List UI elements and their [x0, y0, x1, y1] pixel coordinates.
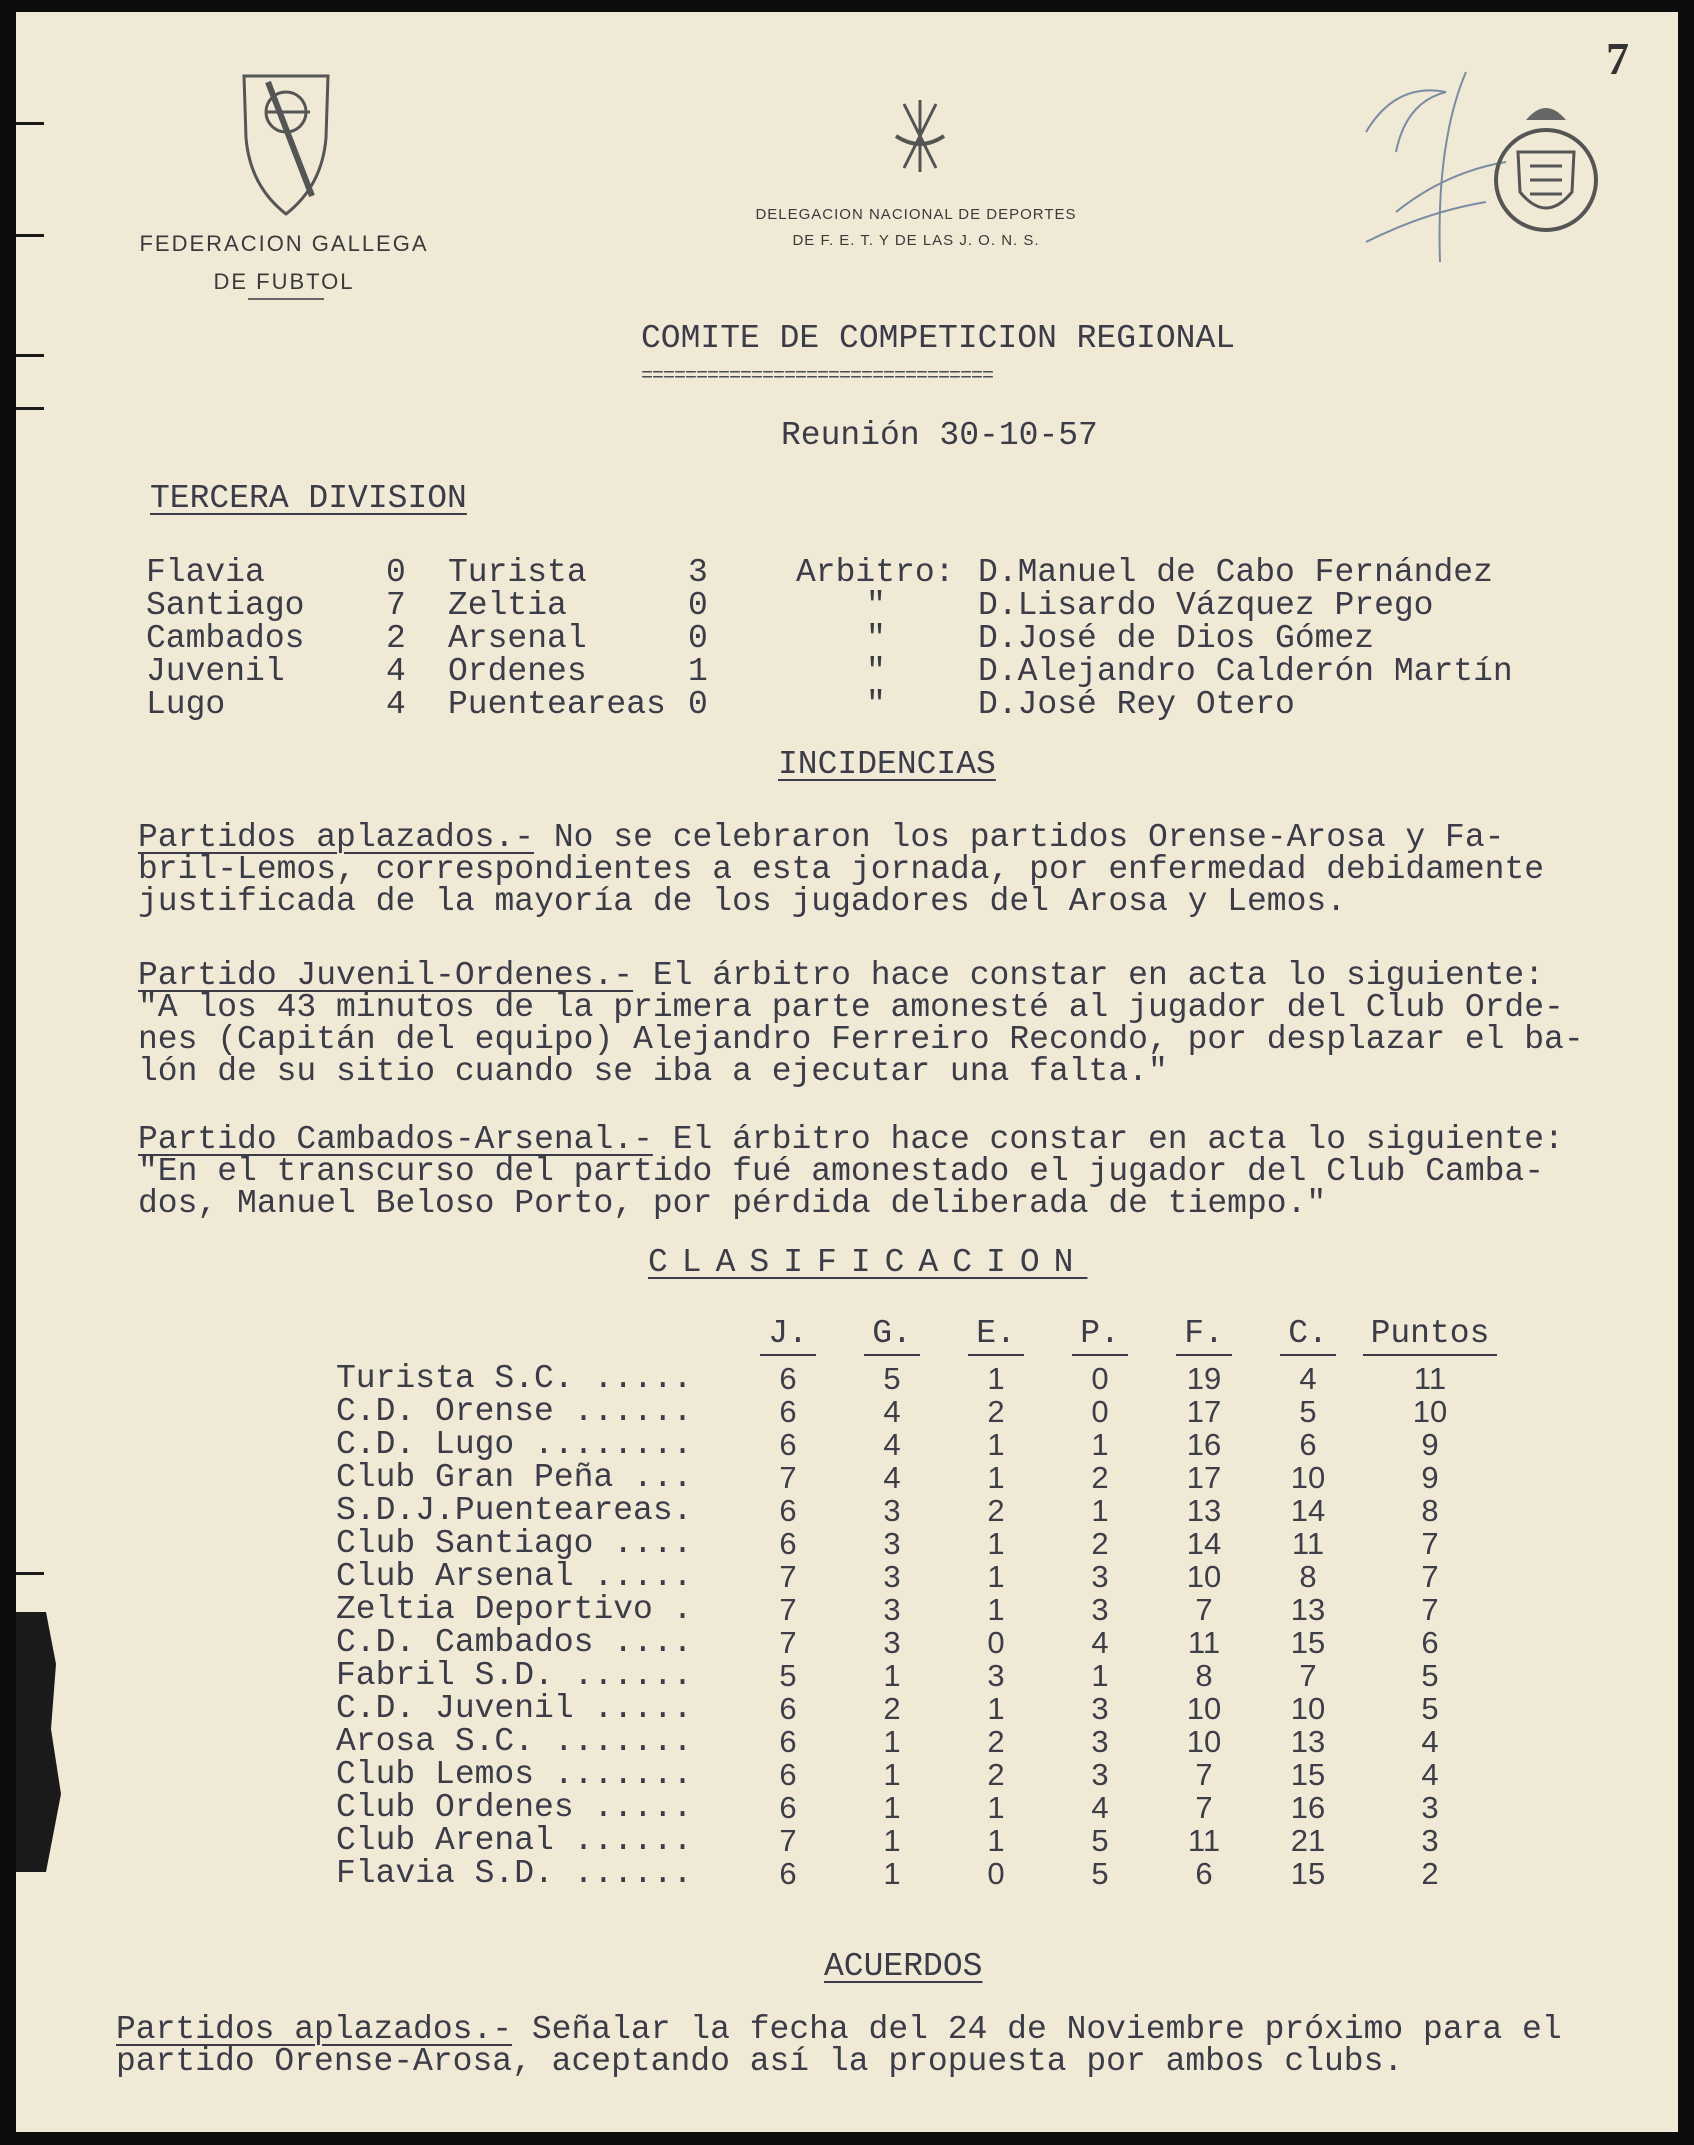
stat-pts: 6: [1421, 1625, 1439, 1660]
stat-f: 6: [1195, 1856, 1213, 1891]
stat-j: 6: [779, 1691, 797, 1726]
stat-f: 10: [1186, 1724, 1222, 1759]
standings-row: [336, 1692, 1500, 1725]
stat-c: 6: [1299, 1427, 1317, 1462]
stat-g: 1: [883, 1856, 901, 1891]
punch-mark: [16, 354, 44, 357]
committee-title: COMITE DE COMPETICION REGIONAL: [641, 320, 1236, 357]
standings-row: [336, 1791, 1500, 1824]
away-goals: 3: [688, 554, 708, 591]
stat-e: 0: [987, 1625, 1005, 1660]
stat-g: 3: [883, 1625, 901, 1660]
standings-header-row: [336, 1312, 1500, 1362]
stat-e: 1: [987, 1691, 1005, 1726]
stat-pts: 7: [1421, 1526, 1439, 1561]
stat-f: 17: [1186, 1394, 1222, 1429]
stat-e: 1: [987, 1592, 1005, 1627]
torn-edge: [16, 1612, 66, 1872]
team-name: Club Santiago ....: [336, 1525, 693, 1562]
incident-heading: Partido Cambados-Arsenal.-: [138, 1121, 653, 1158]
stat-pts: 7: [1421, 1559, 1439, 1594]
stat-g: 2: [883, 1691, 901, 1726]
stat-pts: 10: [1412, 1394, 1448, 1429]
team-name: C.D. Lugo ........: [336, 1426, 693, 1463]
stat-pts: 9: [1421, 1427, 1439, 1462]
stat-pts: 8: [1421, 1493, 1439, 1528]
referee-label: ": [866, 587, 886, 624]
federation-name: FEDERACION GALLEGA DE FUBTOL: [139, 231, 429, 294]
stat-f: 19: [1186, 1361, 1222, 1396]
stat-pts: 3: [1421, 1823, 1439, 1858]
stat-pts: 9: [1421, 1460, 1439, 1495]
stat-c: 15: [1290, 1625, 1326, 1660]
standings-row: [336, 1461, 1500, 1494]
incident-paragraph: [138, 1121, 1658, 1222]
stat-e: 0: [987, 1856, 1005, 1891]
agreement-text: partido Orense-Arosa, aceptando así la propuesta por ambos clubs.: [116, 2043, 1404, 2080]
punch-mark: [16, 1572, 44, 1575]
stat-j: 6: [779, 1526, 797, 1561]
stat-f: 7: [1195, 1790, 1213, 1825]
stat-c: 5: [1299, 1394, 1317, 1429]
referee-name: D.José Rey Otero: [978, 686, 1295, 723]
punch-mark: [16, 122, 44, 125]
stat-e: 1: [987, 1559, 1005, 1594]
home-team: Juvenil: [146, 653, 285, 690]
team-name: C.D. Juvenil .....: [336, 1690, 693, 1727]
agreement-text: Señalar la fecha del 24 de Noviembre próximo para el: [512, 2011, 1562, 2048]
stat-j: 6: [779, 1427, 797, 1462]
stat-j: 7: [779, 1460, 797, 1495]
incident-text: lón de su sitio cuando se iba a ejecutar una falta.": [138, 1053, 1168, 1090]
stat-j: 6: [779, 1757, 797, 1792]
stat-j: 6: [779, 1724, 797, 1759]
stat-p: 0: [1091, 1394, 1109, 1429]
stat-c: 7: [1299, 1658, 1317, 1693]
column-header: C.: [1256, 1312, 1360, 1362]
stat-e: 2: [987, 1493, 1005, 1528]
team-column-header: [336, 1312, 736, 1362]
standings-table: [336, 1312, 1500, 1890]
stat-j: 6: [779, 1856, 797, 1891]
stat-p: 4: [1091, 1625, 1109, 1660]
stat-c: 13: [1290, 1724, 1326, 1759]
standings-row: [336, 1857, 1500, 1890]
home-goals: 0: [386, 554, 406, 591]
referee-name: D.Lisardo Vázquez Prego: [978, 587, 1434, 624]
stat-p: 3: [1091, 1724, 1109, 1759]
standings-row: [336, 1428, 1500, 1461]
stat-p: 5: [1091, 1823, 1109, 1858]
stat-e: 2: [987, 1724, 1005, 1759]
team-name: S.D.J.Puenteareas.: [336, 1492, 693, 1529]
punch-mark: [16, 234, 44, 237]
stat-j: 6: [779, 1790, 797, 1825]
stat-g: 4: [883, 1427, 901, 1462]
stat-g: 3: [883, 1493, 901, 1528]
stat-f: 13: [1186, 1493, 1222, 1528]
document-page: [16, 12, 1678, 2132]
punch-mark: [16, 407, 44, 410]
standings-row: [336, 1659, 1500, 1692]
stat-c: 4: [1299, 1361, 1317, 1396]
stat-f: 11: [1187, 1823, 1221, 1858]
result-row: [146, 622, 1513, 655]
stat-f: 14: [1186, 1526, 1222, 1561]
stat-f: 11: [1187, 1625, 1221, 1660]
away-goals: 0: [688, 686, 708, 723]
incident-text: El árbitro hace constar en acta lo siguiente:: [652, 1121, 1564, 1158]
standings-row: [336, 1824, 1500, 1857]
standings-row: [336, 1395, 1500, 1428]
stat-e: 1: [987, 1361, 1005, 1396]
stat-c: 8: [1299, 1559, 1317, 1594]
incident-paragraph: [138, 819, 1658, 920]
home-goals: 2: [386, 620, 406, 657]
stat-f: 10: [1186, 1691, 1222, 1726]
standings-row: [336, 1626, 1500, 1659]
stat-p: 1: [1091, 1493, 1109, 1528]
incident-paragraph: [138, 957, 1658, 1090]
stat-pts: 5: [1421, 1658, 1439, 1693]
stat-c: 21: [1290, 1823, 1326, 1858]
column-header: P.: [1048, 1312, 1152, 1362]
stat-pts: 3: [1421, 1790, 1439, 1825]
column-header: Puntos: [1360, 1312, 1500, 1362]
agreement-heading: Partidos aplazados.-: [116, 2011, 513, 2048]
stat-j: 7: [779, 1559, 797, 1594]
away-goals: 1: [688, 653, 708, 690]
yoke-arrows-emblem-icon: [890, 96, 950, 176]
home-team: Cambados: [146, 620, 305, 657]
away-team: Arsenal: [448, 620, 587, 657]
stat-p: 3: [1091, 1691, 1109, 1726]
federation-crest-icon: [238, 68, 334, 220]
stat-f: 7: [1195, 1757, 1213, 1792]
stat-p: 3: [1091, 1592, 1109, 1627]
team-name: Turista S.C. .....: [336, 1360, 693, 1397]
away-goals: 0: [688, 587, 708, 624]
stat-c: 13: [1290, 1592, 1326, 1627]
incidents-heading: INCIDENCIAS: [778, 746, 996, 783]
referee-label: ": [866, 686, 886, 723]
incident-text: bril-Lemos, correspondientes a esta jornada, por enfermedad debidamente: [138, 851, 1545, 888]
stat-p: 1: [1091, 1427, 1109, 1462]
stat-p: 2: [1091, 1526, 1109, 1561]
stat-g: 3: [883, 1526, 901, 1561]
federation-rule: [248, 298, 324, 300]
agreement-paragraph: [116, 2011, 1636, 2080]
team-name: Fabril S.D. ......: [336, 1657, 693, 1694]
away-goals: 0: [688, 620, 708, 657]
stat-g: 1: [883, 1823, 901, 1858]
spanish-federation-crest-icon: [1486, 92, 1606, 242]
stat-p: 5: [1091, 1856, 1109, 1891]
incident-text: nes (Capitán del equipo) Alejandro Ferreiro Recondo, por desplazar el ba-: [138, 1021, 1584, 1058]
stat-g: 1: [883, 1724, 901, 1759]
referee-label: Arbitro:: [796, 554, 955, 591]
stat-pts: 4: [1421, 1724, 1439, 1759]
stat-c: 14: [1290, 1493, 1326, 1528]
stat-g: 3: [883, 1559, 901, 1594]
referee-name: D.Alejandro Calderón Martín: [978, 653, 1513, 690]
team-name: C.D. Orense ......: [336, 1393, 693, 1430]
meeting-date: Reunión 30-10-57: [781, 417, 1098, 454]
stat-f: 7: [1195, 1592, 1213, 1627]
incident-text: "En el transcurso del partido fué amonestado el jugador del Club Camba-: [138, 1153, 1545, 1190]
home-team: Flavia: [146, 554, 265, 591]
stat-f: 17: [1186, 1460, 1222, 1495]
home-team: Lugo: [146, 686, 226, 723]
standings-row: [336, 1593, 1500, 1626]
stat-pts: 7: [1421, 1592, 1439, 1627]
team-name: C.D. Cambados ....: [336, 1624, 693, 1661]
standings-row: [336, 1758, 1500, 1791]
stat-p: 1: [1091, 1658, 1109, 1693]
stat-j: 5: [779, 1658, 797, 1693]
standings-row: [336, 1560, 1500, 1593]
home-goals: 7: [386, 587, 406, 624]
stat-g: 5: [883, 1361, 901, 1396]
stat-g: 1: [883, 1658, 901, 1693]
agreements-heading: ACUERDOS: [824, 1948, 983, 1985]
result-row: [146, 655, 1513, 688]
team-name: Club Gran Peña ...: [336, 1459, 693, 1496]
stat-j: 6: [779, 1361, 797, 1396]
results-table: [146, 556, 1513, 721]
stat-c: 15: [1290, 1856, 1326, 1891]
stat-f: 16: [1186, 1427, 1222, 1462]
stat-g: 4: [883, 1460, 901, 1495]
team-name: Arosa S.C. .......: [336, 1723, 693, 1760]
stat-g: 4: [883, 1394, 901, 1429]
away-team: Turista: [448, 554, 587, 591]
stat-g: 1: [883, 1790, 901, 1825]
stat-e: 1: [987, 1823, 1005, 1858]
team-name: Club Ordenes .....: [336, 1789, 693, 1826]
incident-text: dos, Manuel Beloso Porto, por pérdida deliberada de tiempo.": [138, 1185, 1327, 1222]
division-heading: TERCERA DIVISION: [150, 480, 467, 517]
stat-j: 7: [779, 1592, 797, 1627]
stat-pts: 4: [1421, 1757, 1439, 1792]
stat-e: 3: [987, 1658, 1005, 1693]
stat-c: 16: [1290, 1790, 1326, 1825]
stat-g: 3: [883, 1592, 901, 1627]
stat-j: 6: [779, 1493, 797, 1528]
stat-c: 15: [1290, 1757, 1326, 1792]
away-team: Ordenes: [448, 653, 587, 690]
stat-e: 1: [987, 1790, 1005, 1825]
stat-e: 1: [987, 1526, 1005, 1561]
standings-row: [336, 1362, 1500, 1395]
stat-p: 4: [1091, 1790, 1109, 1825]
page-number: 7: [1606, 33, 1629, 84]
team-name: Zeltia Deportivo .: [336, 1591, 693, 1628]
referee-name: D.José de Dios Gómez: [978, 620, 1375, 657]
stat-c: 10: [1290, 1460, 1326, 1495]
column-header: E.: [944, 1312, 1048, 1362]
column-header: J.: [736, 1312, 840, 1362]
stat-p: 2: [1091, 1460, 1109, 1495]
column-header: F.: [1152, 1312, 1256, 1362]
stat-pts: 5: [1421, 1691, 1439, 1726]
referee-label: ": [866, 620, 886, 657]
stat-p: 0: [1091, 1361, 1109, 1396]
referee-label: ": [866, 653, 886, 690]
stat-f: 8: [1195, 1658, 1213, 1693]
away-team: Puenteareas: [448, 686, 666, 723]
standings-row: [336, 1527, 1500, 1560]
team-name: Flavia S.D. ......: [336, 1855, 693, 1892]
column-header: G.: [840, 1312, 944, 1362]
standings-row: [336, 1725, 1500, 1758]
stat-p: 3: [1091, 1757, 1109, 1792]
stat-pts: 2: [1421, 1856, 1439, 1891]
incident-text: "A los 43 minutos de la primera parte amonesté al jugador del Club Orde-: [138, 989, 1564, 1026]
result-row: [146, 589, 1513, 622]
stat-e: 2: [987, 1394, 1005, 1429]
team-name: Club Arsenal .....: [336, 1558, 693, 1595]
stat-c: 11: [1291, 1526, 1325, 1561]
incident-heading: Partidos aplazados.-: [138, 819, 535, 856]
referee-name: D.Manuel de Cabo Fernández: [978, 554, 1493, 591]
stat-c: 10: [1290, 1691, 1326, 1726]
incident-text: El árbitro hace constar en acta lo siguiente:: [633, 957, 1545, 994]
away-team: Zeltia: [448, 587, 567, 624]
stat-j: 7: [779, 1823, 797, 1858]
stat-e: 1: [987, 1460, 1005, 1495]
stat-pts: 11: [1413, 1361, 1447, 1396]
team-name: Club Arenal ......: [336, 1822, 693, 1859]
result-row: [146, 688, 1513, 721]
title-rule: ================================: [641, 365, 994, 388]
standings-heading: CLASIFICACION: [648, 1244, 1088, 1281]
stat-p: 3: [1091, 1559, 1109, 1594]
team-name: Club Lemos .......: [336, 1756, 693, 1793]
incident-text: justificada de la mayoría de los jugadores del Arosa y Lemos.: [138, 883, 1346, 920]
home-goals: 4: [386, 686, 406, 723]
stat-j: 7: [779, 1625, 797, 1660]
stat-j: 6: [779, 1394, 797, 1429]
incident-heading: Partido Juvenil-Ordenes.-: [138, 957, 634, 994]
incident-text: No se celebraron los partidos Orense-Arosa y Fa-: [534, 819, 1505, 856]
stat-g: 1: [883, 1757, 901, 1792]
home-team: Santiago: [146, 587, 305, 624]
standings-row: [336, 1494, 1500, 1527]
result-row: [146, 556, 1513, 589]
stat-f: 10: [1186, 1559, 1222, 1594]
home-goals: 4: [386, 653, 406, 690]
stat-e: 1: [987, 1427, 1005, 1462]
delegation-name: DELEGACION NACIONAL DE DEPORTES DE F. E. T. Y DE LAS J. O. N. S.: [755, 206, 1077, 249]
stat-e: 2: [987, 1757, 1005, 1792]
